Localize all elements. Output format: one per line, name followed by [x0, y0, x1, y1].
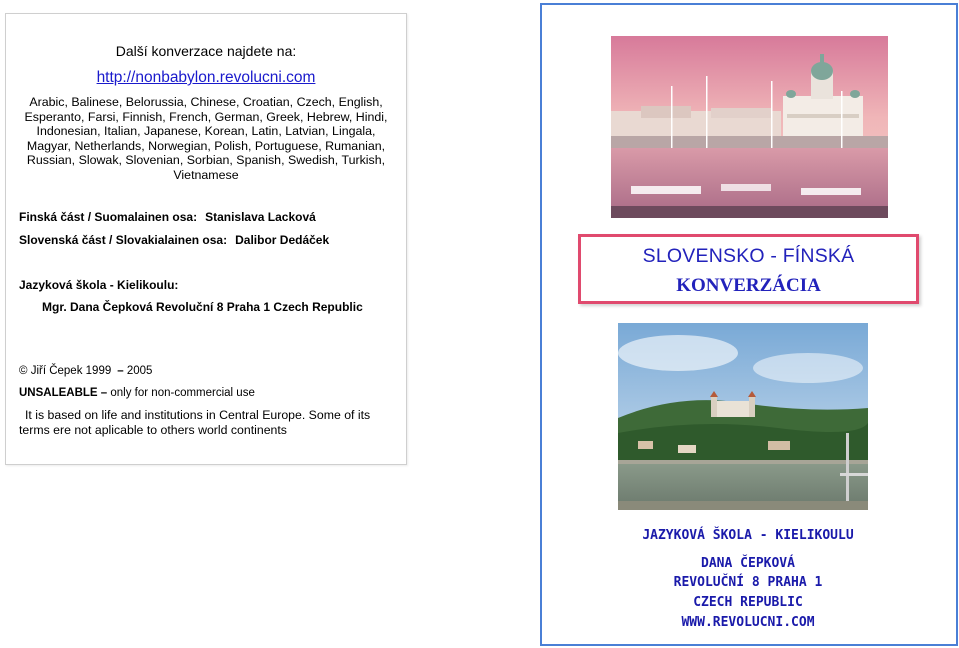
cover-address-street: REVOLUČNÍ 8 PRAHA 1 [673, 575, 823, 590]
copyright-name: Jiří Čepek 1999 [30, 365, 112, 377]
copyright-icon: © [19, 365, 28, 377]
credit-slovak-value: Dalibor Dedáček [235, 233, 330, 247]
cover-address-web[interactable]: WWW.REVOLUCNI.COM [681, 615, 815, 630]
credit-slovak [19, 233, 329, 247]
intro-text: Další konverzace najdete na: [115, 43, 297, 59]
website-link[interactable]: http://nonbabylon.revolucni.com [96, 69, 316, 86]
disclaimer-text [19, 408, 401, 438]
copyright-year: 2005 [126, 365, 153, 377]
credit-finnish-label: Finská část / Suomalainen osa: [19, 210, 198, 224]
credit-finnish-value: Stanislava Lacková [205, 210, 316, 224]
school-label: Jazyková škola - Kielikoulu: [19, 278, 179, 292]
copyright-dash: – [117, 365, 124, 377]
helsinki-harbor-photo [611, 36, 888, 218]
cover-title-box [578, 234, 919, 304]
unsaleable-line [19, 387, 255, 399]
languages-list: Arabic, Balinese, Belorussia, Chinese, Croatian, Czech, English, Esperanto, Farsi, Finnish, French, German, Greek, Hebrew, Hindi, Indonesian, Italian, Japanese, Korean, Latin, Latvian, Lingala, Magyar, Netherlands, Norwegian, Polish, Portuguese, Rumanian, Russian, Slowak, Slovenian, Sorbian, Spanish, Swedish, Turkish, Vietnamese [24, 95, 388, 182]
cover-title-line-1: SLOVENSKO - FÍNSKÁ [642, 245, 855, 267]
bratislava-castle-photo [618, 323, 868, 510]
unsaleable-bold: UNSALEABLE – [19, 387, 108, 399]
unsaleable-rest: only for non-commercial use [110, 387, 255, 399]
left-page [5, 13, 407, 465]
school-value: Mgr. Dana Čepková Revoluční 8 Praha 1 Czech Republic [42, 300, 363, 314]
cover-address-country: CZECH REPUBLIC [693, 595, 803, 610]
credit-finnish [19, 210, 316, 224]
disclaimer-line-1: It is based on life and institutions in Central Europe. Some of its [25, 408, 371, 422]
cover-title-line-2: KONVERZÁCIA [676, 275, 821, 296]
cover-address-name: DANA ČEPKOVÁ [701, 556, 795, 571]
credit-slovak-label: Slovenská část / Slovakialainen osa: [19, 233, 228, 247]
copyright-line [19, 365, 152, 377]
cover-school-name: JAZYKOVÁ ŠKOLA - KIELIKOULU [642, 528, 854, 543]
disclaimer-line-2: terms ere not aplicable to others world continents [19, 423, 287, 437]
